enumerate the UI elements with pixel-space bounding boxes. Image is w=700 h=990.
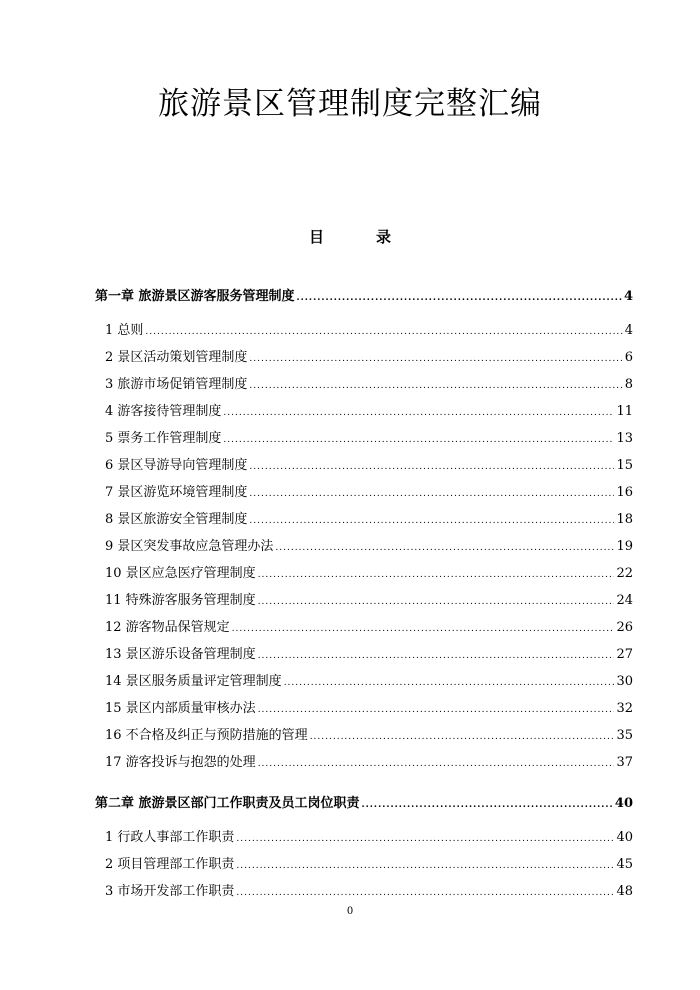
toc-entry-label: 3 旅游市场促销管理制度 (105, 377, 248, 392)
toc-leader-dots (258, 754, 615, 774)
toc-entry[interactable] (105, 483, 633, 503)
toc-entry-page: 16 (616, 485, 633, 500)
toc-leader-dots (249, 484, 614, 504)
toc-leader-dots (258, 646, 615, 666)
toc-entry[interactable] (105, 726, 633, 746)
toc-entry-page: 19 (616, 539, 633, 554)
document-title: 旅游景区管理制度完整汇编 (158, 86, 542, 122)
toc-leader-dots (284, 673, 615, 693)
toc-entry-page: 26 (616, 620, 633, 635)
toc-entry[interactable] (105, 456, 633, 476)
toc-entry[interactable] (105, 618, 633, 638)
toc-leader-dots (362, 795, 613, 815)
toc-entry-label: 16 不合格及纠正与预防措施的管理 (105, 728, 308, 743)
toc-leader-dots (232, 619, 615, 639)
toc-leader-dots (249, 457, 614, 477)
toc-leader-dots (223, 430, 614, 450)
toc-entry-label: 9 景区突发事故应急管理办法 (105, 539, 274, 554)
toc-entry[interactable] (105, 375, 633, 395)
toc-entry-page: 40 (616, 830, 633, 845)
toc-entry[interactable] (105, 591, 633, 611)
toc-entry[interactable] (105, 510, 633, 530)
toc-leader-dots (249, 511, 614, 531)
page-number: 0 (346, 906, 354, 917)
toc-entry-page: 6 (624, 350, 633, 365)
toc-entry-label: 6 景区导游导向管理制度 (105, 458, 248, 473)
toc-leader-dots (249, 376, 622, 396)
toc-entry-page: 4 (624, 323, 633, 338)
toc-entry-label: 14 景区服务质量评定管理制度 (105, 674, 282, 689)
toc-entry-label: 17 游客投诉与抱怨的处理 (105, 755, 256, 770)
toc-leader-dots (275, 538, 614, 558)
toc-entry[interactable] (105, 429, 633, 449)
toc-entry-page: 22 (616, 566, 633, 581)
toc-entry[interactable] (105, 537, 633, 557)
toc-leader-dots (223, 403, 614, 423)
toc-leader-dots (249, 349, 622, 369)
toc-chapter-label: 第一章 旅游景区游客服务管理制度 (95, 289, 295, 304)
toc-entry-page: 8 (624, 377, 633, 392)
toc-entry-label: 2 景区活动策划管理制度 (105, 350, 248, 365)
toc-heading-left: 目 (308, 228, 324, 246)
toc-entry[interactable] (105, 855, 633, 875)
toc-entry-label: 3 市场开发部工作职责 (105, 884, 235, 899)
toc-leader-dots (258, 565, 615, 585)
toc-entry-page: 24 (616, 593, 633, 608)
toc-chapter-page: 4 (623, 289, 633, 304)
toc-entry-page: 48 (616, 884, 633, 899)
toc-entry-page: 18 (616, 512, 633, 527)
toc-entry[interactable] (105, 699, 633, 719)
toc-entry-page: 35 (616, 728, 633, 743)
toc-entry[interactable] (105, 672, 633, 692)
toc-entry-page: 15 (616, 458, 633, 473)
toc-entry-page: 37 (616, 755, 633, 770)
toc-leader-dots (258, 700, 615, 720)
toc-entry-label: 13 景区游乐设备管理制度 (105, 647, 256, 662)
toc-chapter-page: 40 (614, 796, 633, 811)
toc-leader-dots (258, 592, 615, 612)
toc-entry[interactable] (105, 402, 633, 422)
toc-entry-label: 15 景区内部质量审核办法 (105, 701, 256, 716)
toc-leader-dots (310, 727, 615, 747)
toc-entry-label: 11 特殊游客服务管理制度 (105, 593, 256, 608)
toc-heading-right: 录 (376, 228, 392, 246)
toc-chapter-1[interactable] (95, 287, 633, 307)
toc-entry-label: 10 景区应急医疗管理制度 (105, 566, 256, 581)
toc-leader-dots (236, 856, 614, 876)
toc-entry-page: 27 (616, 647, 633, 662)
toc-entry[interactable] (105, 564, 633, 584)
toc-leader-dots (236, 883, 614, 903)
toc-entry-label: 1 总则 (105, 323, 144, 338)
toc-chapter-label: 第二章 旅游景区部门工作职责及员工岗位职责 (95, 796, 360, 811)
toc-leader-dots (297, 288, 622, 308)
toc-entry-label: 12 游客物品保管规定 (105, 620, 230, 635)
toc-heading (0, 226, 700, 247)
toc-entry-page: 30 (616, 674, 633, 689)
toc-entry[interactable] (105, 828, 633, 848)
toc-entry-label: 4 游客接待管理制度 (105, 404, 222, 419)
toc-entry-label: 5 票务工作管理制度 (105, 431, 222, 446)
toc-entry[interactable] (105, 753, 633, 773)
toc-entry-label: 1 行政人事部工作职责 (105, 830, 235, 845)
toc-leader-dots (236, 829, 614, 849)
toc-entry[interactable] (105, 882, 633, 902)
toc-entry-page: 32 (616, 701, 633, 716)
toc-entry-page: 13 (616, 431, 633, 446)
toc-entry-label: 2 项目管理部工作职责 (105, 857, 235, 872)
toc-leader-dots (145, 322, 622, 342)
toc-entry-page: 11 (616, 404, 633, 419)
toc-entry-page: 45 (616, 857, 633, 872)
toc-entry[interactable] (105, 645, 633, 665)
toc-entry-label: 8 景区旅游安全管理制度 (105, 512, 248, 527)
toc-entry[interactable] (105, 348, 633, 368)
toc-entry-label: 7 景区游览环境管理制度 (105, 485, 248, 500)
toc-entry[interactable] (105, 321, 633, 341)
toc-chapter-2[interactable] (95, 794, 633, 814)
